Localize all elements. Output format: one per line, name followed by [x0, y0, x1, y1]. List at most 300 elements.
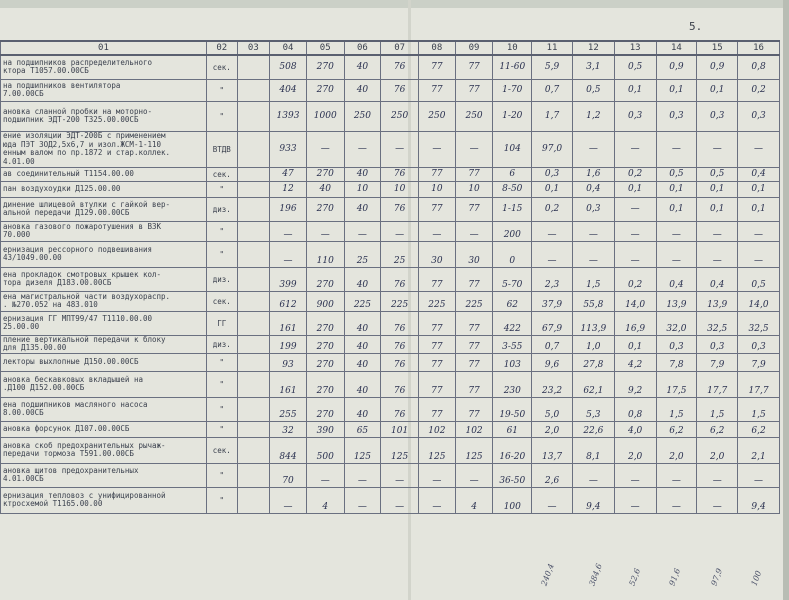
value-cell: 9,4 [572, 487, 614, 513]
value-cell: 40 [344, 371, 381, 397]
value-cell: 2,3 [532, 267, 573, 291]
value-cell: 77 [455, 55, 493, 79]
col-header: 14 [656, 41, 697, 55]
value-cell: — [572, 131, 614, 167]
value-cell: — [381, 487, 419, 513]
value-cell: 0,2 [738, 79, 780, 101]
value-cell: 225 [344, 291, 381, 311]
value-cell: 270 [306, 371, 344, 397]
value-cell: — [532, 241, 573, 267]
value-cell: 47 [270, 167, 307, 181]
handwritten-total: 52,6 [627, 567, 643, 587]
value-cell: 40 [344, 311, 381, 335]
value-cell: — [270, 241, 307, 267]
header-row [1, 41, 780, 55]
value-cell: — [697, 241, 738, 267]
table-row [1, 267, 780, 291]
value-cell: 6,2 [656, 421, 697, 437]
item-description: на подшипников распределительного ктора Т1057.00.00СБ [1, 55, 207, 79]
value-cell: — [614, 487, 656, 513]
value-cell: 17,7 [738, 371, 780, 397]
value-cell: — [614, 221, 656, 241]
value-cell: 102 [455, 421, 493, 437]
value-cell: 25 [344, 241, 381, 267]
value-cell: 36-50 [493, 463, 532, 487]
value-cell: — [656, 463, 697, 487]
value-cell: 6 [493, 167, 532, 181]
value-cell: 40 [344, 55, 381, 79]
table-row [1, 311, 780, 335]
right-edge [783, 0, 789, 600]
value-cell: 32,5 [697, 311, 738, 335]
value-cell [237, 335, 270, 353]
value-cell: — [419, 221, 456, 241]
unit-cell: сек. [206, 437, 237, 463]
value-cell: 13,7 [532, 437, 573, 463]
value-cell: 270 [306, 397, 344, 421]
value-cell: 1393 [270, 101, 307, 131]
value-cell [237, 291, 270, 311]
item-description: пление вертикальной передачи к блоку для Д135.00.00 [1, 335, 207, 353]
value-cell: 0,2 [532, 197, 573, 221]
item-description: ена прокладок смотровых крышек кол- тора дизеля Д183.00.00СБ [1, 267, 207, 291]
handwritten-total: 91,6 [667, 567, 683, 587]
value-cell: 6,2 [697, 421, 738, 437]
value-cell: 9,6 [532, 353, 573, 371]
col-header: 06 [344, 41, 381, 55]
value-cell: 250 [455, 101, 493, 131]
value-cell: — [572, 221, 614, 241]
value-cell: — [656, 487, 697, 513]
value-cell: 77 [419, 335, 456, 353]
value-cell: 61 [493, 421, 532, 437]
value-cell: — [270, 487, 307, 513]
table-row [1, 371, 780, 397]
value-cell: 40 [344, 197, 381, 221]
item-description: ав соединительный Т1154.00.00 [1, 167, 207, 181]
value-cell: — [306, 131, 344, 167]
unit-cell: сек. [206, 167, 237, 181]
value-cell: 4,0 [614, 421, 656, 437]
value-cell: — [455, 131, 493, 167]
col-header: 03 [237, 41, 270, 55]
value-cell: 1,2 [572, 101, 614, 131]
value-cell: 270 [306, 335, 344, 353]
value-cell: 100 [493, 487, 532, 513]
item-description: ение изоляции ЭДТ-200Б с применением юда ПЭТ ЗОД2,5х6,7 и изол.ЖСМ-1-110 енным валом по пр.1872 и стар.коллек. 4.01.00 [1, 131, 207, 167]
table-row [1, 221, 780, 241]
value-cell: 1-20 [493, 101, 532, 131]
value-cell: 230 [493, 371, 532, 397]
table-row [1, 421, 780, 437]
value-cell: 40 [344, 267, 381, 291]
value-cell: 77 [419, 167, 456, 181]
value-cell: 1,5 [572, 267, 614, 291]
value-cell: — [697, 487, 738, 513]
value-cell: — [344, 131, 381, 167]
value-cell: 77 [419, 371, 456, 397]
value-cell [237, 241, 270, 267]
value-cell: 0,8 [738, 55, 780, 79]
value-cell: 4 [306, 487, 344, 513]
value-cell: 0,3 [656, 101, 697, 131]
value-cell [237, 197, 270, 221]
value-cell: — [614, 241, 656, 267]
value-cell: 110 [306, 241, 344, 267]
value-cell [237, 79, 270, 101]
value-cell: 4 [455, 487, 493, 513]
value-cell: 270 [306, 311, 344, 335]
value-cell: 27,8 [572, 353, 614, 371]
value-cell: 30 [455, 241, 493, 267]
unit-cell: сек. [206, 55, 237, 79]
value-cell: 0,5 [614, 55, 656, 79]
value-cell: 0,3 [697, 335, 738, 353]
value-cell: — [270, 221, 307, 241]
value-cell: 500 [306, 437, 344, 463]
value-cell: 10 [419, 181, 456, 197]
value-cell: — [306, 463, 344, 487]
value-cell: — [532, 487, 573, 513]
value-cell [237, 397, 270, 421]
value-cell: 0,4 [697, 267, 738, 291]
value-cell: — [381, 221, 419, 241]
value-cell: 101 [381, 421, 419, 437]
value-cell: 0,5 [738, 267, 780, 291]
value-cell: 76 [381, 335, 419, 353]
value-cell: 40 [344, 167, 381, 181]
value-cell: 270 [306, 79, 344, 101]
table-row [1, 131, 780, 167]
value-cell: 0,5 [572, 79, 614, 101]
value-cell: 77 [455, 311, 493, 335]
value-cell: 900 [306, 291, 344, 311]
value-cell: 55,8 [572, 291, 614, 311]
value-cell: 77 [455, 335, 493, 353]
table-row [1, 181, 780, 197]
value-cell: 77 [419, 79, 456, 101]
value-cell: 0,7 [532, 335, 573, 353]
col-header: 05 [306, 41, 344, 55]
value-cell: 10 [381, 181, 419, 197]
handwritten-total: 240,4 [539, 562, 556, 587]
unit-cell: ГГ [206, 311, 237, 335]
value-cell [237, 267, 270, 291]
value-cell: 0,7 [532, 79, 573, 101]
value-cell: 37,9 [532, 291, 573, 311]
col-header: 15 [697, 41, 738, 55]
value-cell: 5,3 [572, 397, 614, 421]
value-cell: 76 [381, 79, 419, 101]
value-cell: 76 [381, 197, 419, 221]
table-row [1, 335, 780, 353]
value-cell: 77 [455, 197, 493, 221]
value-cell: 102 [419, 421, 456, 437]
value-cell: 0,1 [697, 181, 738, 197]
value-cell: 25 [381, 241, 419, 267]
value-cell: 1,5 [656, 397, 697, 421]
value-cell: 270 [306, 353, 344, 371]
value-cell: 612 [270, 291, 307, 311]
unit-cell: " [206, 221, 237, 241]
value-cell: 0,8 [614, 397, 656, 421]
value-cell: 77 [419, 55, 456, 79]
value-cell: 225 [381, 291, 419, 311]
unit-cell: " [206, 371, 237, 397]
table-row [1, 353, 780, 371]
table-row [1, 197, 780, 221]
ledger-table [0, 40, 780, 514]
value-cell: 250 [381, 101, 419, 131]
value-cell: 250 [344, 101, 381, 131]
value-cell: — [419, 131, 456, 167]
value-cell: — [614, 131, 656, 167]
value-cell: — [738, 241, 780, 267]
value-cell: 0,1 [614, 181, 656, 197]
item-description: ановка сланной пробки на моторно- подшипник ЭДТ-200 Т325.00.00СБ [1, 101, 207, 131]
table-row [1, 291, 780, 311]
item-description: ановка скоб предохранительных рычаж- передачи тормоза Т591.00.00СБ [1, 437, 207, 463]
value-cell: — [419, 463, 456, 487]
value-cell: 76 [381, 371, 419, 397]
value-cell: 77 [455, 79, 493, 101]
value-cell: 0,9 [656, 55, 697, 79]
value-cell [237, 487, 270, 513]
col-header: 11 [532, 41, 573, 55]
unit-cell: сек. [206, 291, 237, 311]
value-cell: — [656, 131, 697, 167]
value-cell: — [697, 221, 738, 241]
value-cell: 125 [419, 437, 456, 463]
value-cell: 40 [344, 397, 381, 421]
value-cell [237, 131, 270, 167]
value-cell: 77 [455, 167, 493, 181]
value-cell: — [697, 463, 738, 487]
value-cell [237, 353, 270, 371]
value-cell: 0,3 [738, 101, 780, 131]
value-cell: 1,6 [572, 167, 614, 181]
value-cell: 40 [344, 79, 381, 101]
value-cell: — [738, 463, 780, 487]
unit-cell: " [206, 353, 237, 371]
page-number: 5. [689, 20, 703, 33]
col-header: 02 [206, 41, 237, 55]
value-cell: 77 [455, 353, 493, 371]
value-cell: — [381, 463, 419, 487]
value-cell: 7,8 [656, 353, 697, 371]
value-cell: 1-15 [493, 197, 532, 221]
value-cell: 76 [381, 311, 419, 335]
value-cell: — [344, 221, 381, 241]
value-cell: — [306, 221, 344, 241]
value-cell: 0,1 [738, 181, 780, 197]
value-cell: 250 [419, 101, 456, 131]
value-cell: 7,9 [738, 353, 780, 371]
value-cell: 40 [344, 335, 381, 353]
value-cell: 77 [419, 311, 456, 335]
value-cell: — [738, 221, 780, 241]
value-cell: 19-50 [493, 397, 532, 421]
value-cell: 125 [455, 437, 493, 463]
value-cell: 10 [455, 181, 493, 197]
value-cell: 77 [455, 371, 493, 397]
table-row [1, 397, 780, 421]
value-cell: 30 [419, 241, 456, 267]
value-cell: 13,9 [656, 291, 697, 311]
value-cell: — [532, 221, 573, 241]
value-cell: 0,1 [697, 79, 738, 101]
value-cell: 104 [493, 131, 532, 167]
value-cell: — [614, 463, 656, 487]
value-cell: — [344, 463, 381, 487]
item-description: ановка щитов предохранительных 4.01.00СБ [1, 463, 207, 487]
value-cell: 3-55 [493, 335, 532, 353]
value-cell: 0,1 [656, 79, 697, 101]
value-cell: 0,3 [656, 335, 697, 353]
item-description: ановка форсунок Д107.00.00СБ [1, 421, 207, 437]
value-cell: 0,1 [656, 181, 697, 197]
value-cell: 77 [419, 397, 456, 421]
col-header: 08 [419, 41, 456, 55]
col-header: 12 [572, 41, 614, 55]
value-cell: 5,9 [532, 55, 573, 79]
value-cell: 225 [419, 291, 456, 311]
item-description: ернизация ГГ МПТ99/47 Т1110.00.00 25.00.00 [1, 311, 207, 335]
value-cell: 7,9 [697, 353, 738, 371]
ledger-body [1, 55, 780, 513]
value-cell: 270 [306, 167, 344, 181]
value-cell: 6,2 [738, 421, 780, 437]
value-cell: 0,3 [614, 101, 656, 131]
col-header: 13 [614, 41, 656, 55]
value-cell: 0,3 [532, 167, 573, 181]
value-cell: 76 [381, 167, 419, 181]
value-cell: 0,2 [614, 167, 656, 181]
value-cell: 0,1 [614, 335, 656, 353]
value-cell [237, 371, 270, 397]
value-cell: 0,3 [697, 101, 738, 131]
unit-cell: " [206, 421, 237, 437]
value-cell: 161 [270, 311, 307, 335]
value-cell: 0,1 [614, 79, 656, 101]
value-cell: 255 [270, 397, 307, 421]
value-cell: 1,5 [697, 397, 738, 421]
value-cell: 93 [270, 353, 307, 371]
value-cell: 8-50 [493, 181, 532, 197]
handwritten-total: 384,6 [587, 562, 604, 587]
value-cell: 2,6 [532, 463, 573, 487]
value-cell: 270 [306, 55, 344, 79]
value-cell: 14,0 [614, 291, 656, 311]
item-description: ернизация рессорного подвешивания 43/1049.00.00 [1, 241, 207, 267]
value-cell: 14,0 [738, 291, 780, 311]
value-cell: 0,3 [738, 335, 780, 353]
value-cell: 0,1 [738, 197, 780, 221]
value-cell: 2,0 [532, 421, 573, 437]
value-cell: 0,4 [656, 267, 697, 291]
value-cell: 2,0 [697, 437, 738, 463]
table-row [1, 101, 780, 131]
table-row [1, 79, 780, 101]
col-header: 16 [738, 41, 780, 55]
value-cell: 77 [455, 267, 493, 291]
value-cell: 77 [419, 197, 456, 221]
value-cell: 4,2 [614, 353, 656, 371]
value-cell: 3,1 [572, 55, 614, 79]
value-cell: 113,9 [572, 311, 614, 335]
value-cell: 1-70 [493, 79, 532, 101]
table-row [1, 487, 780, 513]
unit-cell: " [206, 181, 237, 197]
value-cell: 1000 [306, 101, 344, 131]
item-description: ернизация тепловоз с унифицированной ктросхемой Т1165.00.00 [1, 487, 207, 513]
value-cell: — [656, 241, 697, 267]
value-cell: 12 [270, 181, 307, 197]
value-cell: 40 [344, 353, 381, 371]
value-cell: 22,6 [572, 421, 614, 437]
col-header: 01 [1, 41, 207, 55]
value-cell: 76 [381, 353, 419, 371]
value-cell: 9,4 [738, 487, 780, 513]
value-cell: 16,9 [614, 311, 656, 335]
value-cell: 0,5 [697, 167, 738, 181]
table-row [1, 437, 780, 463]
col-header: 04 [270, 41, 307, 55]
value-cell: 844 [270, 437, 307, 463]
value-cell: 32,0 [656, 311, 697, 335]
value-cell: 0,1 [697, 197, 738, 221]
value-cell: 1,5 [738, 397, 780, 421]
value-cell: 390 [306, 421, 344, 437]
top-tape [0, 0, 789, 8]
value-cell: 103 [493, 353, 532, 371]
value-cell: 196 [270, 197, 307, 221]
value-cell: 125 [381, 437, 419, 463]
unit-cell: диз. [206, 335, 237, 353]
value-cell: 1,0 [572, 335, 614, 353]
value-cell: 0,5 [656, 167, 697, 181]
col-header: 07 [381, 41, 419, 55]
value-cell [237, 221, 270, 241]
unit-cell: диз. [206, 267, 237, 291]
col-header: 09 [455, 41, 493, 55]
value-cell: 16-20 [493, 437, 532, 463]
value-cell: 200 [493, 221, 532, 241]
item-description: ена магистральной части воздухораспр. . №270.052 на 483.010 [1, 291, 207, 311]
item-description: на подшипников вентилятора 7.00.00СБ [1, 79, 207, 101]
value-cell: 76 [381, 55, 419, 79]
table-row [1, 167, 780, 181]
unit-cell: " [206, 397, 237, 421]
unit-cell: диз. [206, 197, 237, 221]
value-cell [237, 421, 270, 437]
value-cell: 0,2 [614, 267, 656, 291]
value-cell: 161 [270, 371, 307, 397]
value-cell: — [419, 487, 456, 513]
item-description: ановка газового пожаротушения в ВЗК 70.000 [1, 221, 207, 241]
value-cell: 0,9 [697, 55, 738, 79]
value-cell: 2,0 [614, 437, 656, 463]
value-cell: 5-70 [493, 267, 532, 291]
value-cell: — [656, 221, 697, 241]
value-cell [237, 167, 270, 181]
unit-cell: " [206, 241, 237, 267]
value-cell [237, 55, 270, 79]
unit-cell: " [206, 487, 237, 513]
value-cell: 422 [493, 311, 532, 335]
value-cell: 125 [344, 437, 381, 463]
value-cell: 508 [270, 55, 307, 79]
